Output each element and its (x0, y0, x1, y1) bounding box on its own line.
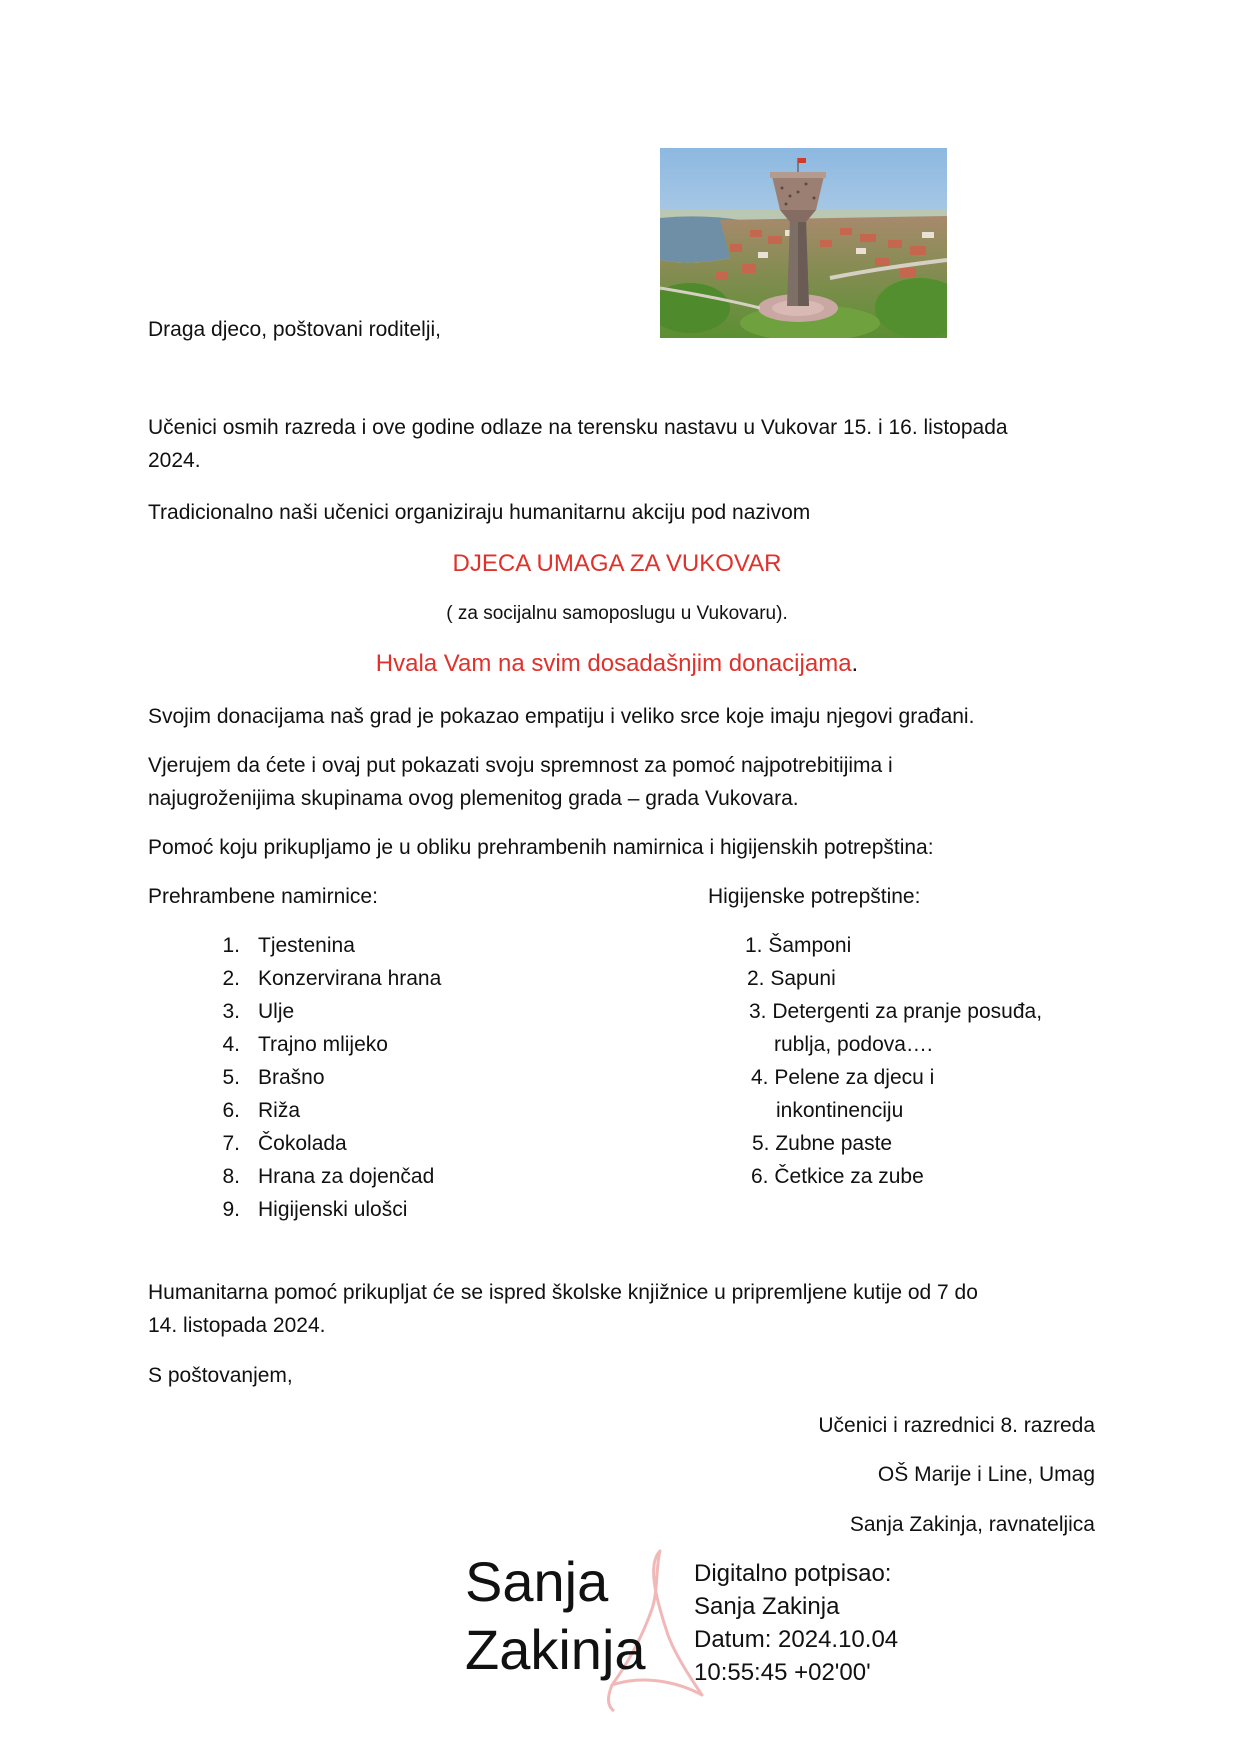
list-item: 1. Šamponi (745, 934, 852, 957)
food-heading: Prehrambene namirnice: (148, 885, 378, 908)
signoff-line-3: Sanja Zakinja, ravnateljica (849, 1513, 1095, 1536)
intro-line-1: Učenici osmih razreda i ove godine odlaze na terensku nastavu u Vukovar 15. i 16. listopada (148, 416, 1008, 439)
list-item: 5. Zubne paste (752, 1132, 893, 1155)
signature-info (694, 1557, 898, 1689)
belief-line-1: Vjerujem da ćete i ovaj put pokazati svoju spremnost za pomoć najpotrebitijima i (148, 754, 893, 777)
signature-name-line-2: Zakinja (465, 1618, 646, 1681)
list-item: 1. Tjestenina (222, 934, 355, 957)
list-item: 4. Pelene za djecu i (751, 1066, 935, 1089)
campaign-title: DJECA UMAGA ZA VUKOVAR (452, 550, 782, 577)
signoff-line-1: Učenici i razrednici 8. razreda (818, 1414, 1095, 1437)
list-item: 6. Četkice za zube (751, 1165, 924, 1188)
belief-line-2: najugroženijima skupinama ovog plemenitog grada – grada Vukovara. (148, 787, 799, 810)
closing-text: S poštovanjem, (148, 1364, 293, 1387)
collection-line-2: 14. listopada 2024. (148, 1314, 326, 1337)
list-item: 2. Konzervirana hrana (222, 967, 442, 990)
signature-name-line-1: Sanja (465, 1550, 609, 1613)
thanks-text: Hvala Vam na svim dosadašnjim donacijama (375, 650, 852, 677)
intro-line-2: 2024. (148, 449, 201, 472)
list-item: 9. Higijenski ulošci (222, 1198, 408, 1221)
list-item: 3. Ulje (222, 1000, 295, 1023)
list-item-continuation: inkontinenciju (776, 1099, 904, 1122)
list-item: 4. Trajno mlijeko (222, 1033, 388, 1056)
food-list (220, 929, 441, 1226)
list-item: 7. Čokolada (222, 1132, 347, 1155)
empathy-text: Svojim donacijama naš grad je pokazao empatiju i veliko srce koje imaju njegovi građani. (148, 705, 975, 728)
collection-line-1: Humanitarna pomoć prikupljat će se ispred školske knjižnice u pripremljene kutije od 7 do (148, 1281, 978, 1304)
greeting: Draga djeco, poštovani roditelji, (148, 318, 441, 341)
signature-info-line-3: Datum: 2024.10.04 (694, 1626, 899, 1653)
signature-name (465, 1548, 646, 1684)
signature-info-line-2: Sanja Zakinja (694, 1593, 840, 1620)
thanks-line (148, 646, 1086, 682)
signature-info-line-1: Digitalno potpisao: (694, 1560, 892, 1587)
tradition-text: Tradicionalno naši učenici organiziraju humanitarnu akciju pod nazivom (148, 501, 811, 524)
list-item: 3. Detergenti za pranje posuđa, (749, 1000, 1043, 1023)
hygiene-heading: Higijenske potrepštine: (708, 885, 921, 908)
list-item: 2. Sapuni (747, 967, 836, 990)
list-item: 5. Brašno (222, 1066, 325, 1089)
vukovar-water-tower-photo (660, 148, 947, 338)
help-form-text: Pomoć koju prikupljamo je u obliku prehrambenih namirnica i higijenskih potrepština: (148, 836, 934, 859)
list-item: 6. Riža (222, 1099, 301, 1122)
list-item: 8. Hrana za dojenčad (222, 1165, 435, 1188)
signature-info-line-4: 10:55:45 +02'00' (694, 1659, 871, 1686)
thanks-period: . (851, 650, 859, 677)
list-item-continuation: rublja, podova…. (774, 1033, 933, 1056)
signoff-line-2: OŠ Marije i Line, Umag (877, 1463, 1095, 1486)
campaign-subtitle: ( za socijalnu samoposlugu u Vukovaru). (446, 603, 788, 624)
